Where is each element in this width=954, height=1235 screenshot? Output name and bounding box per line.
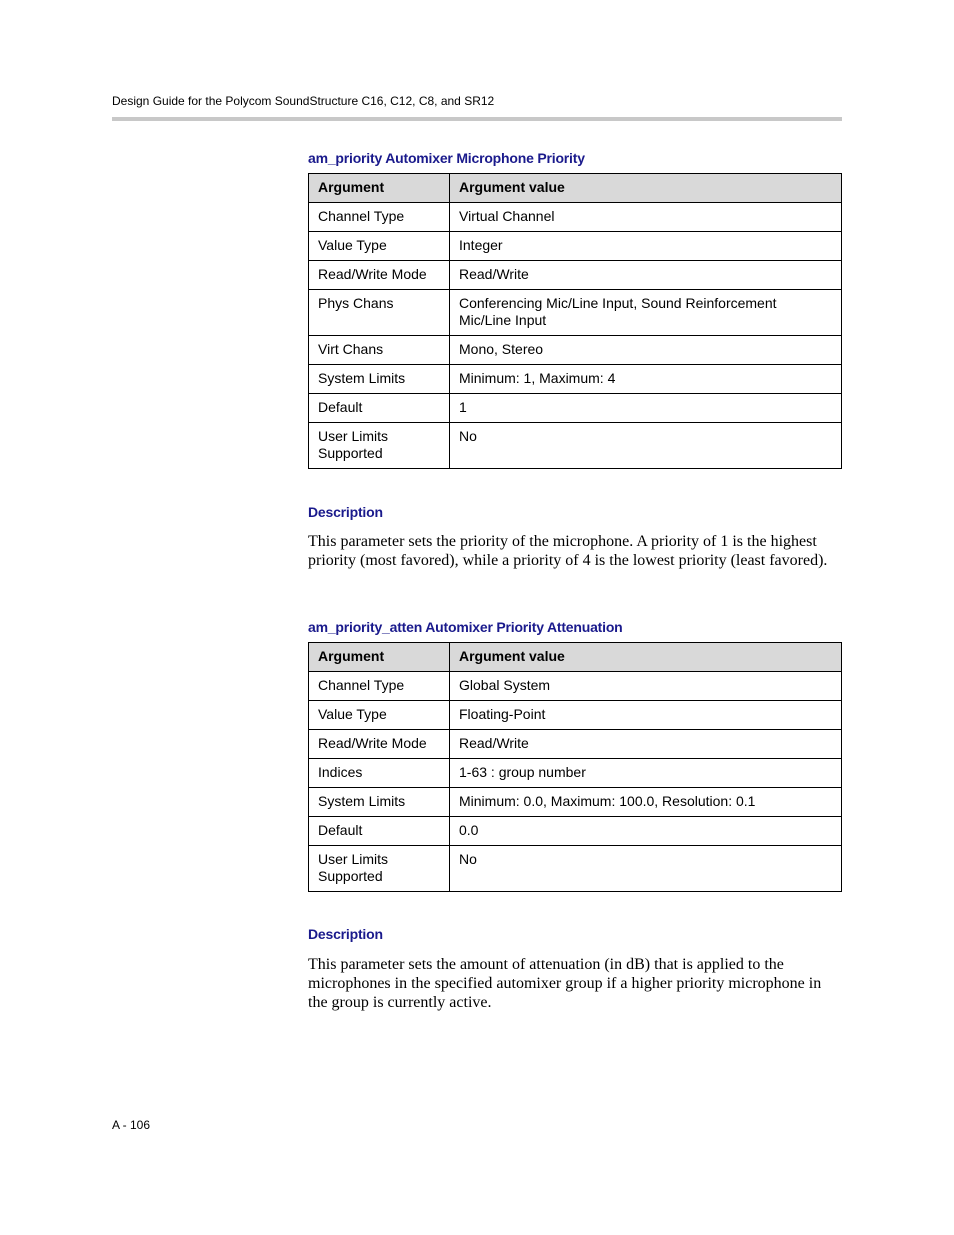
argument-value-cell: No bbox=[450, 846, 842, 892]
column-header-argument-value: Argument value bbox=[450, 643, 842, 672]
column-header-argument: Argument bbox=[309, 174, 450, 203]
argument-value-cell: Read/Write bbox=[450, 730, 842, 759]
argument-cell: Virt Chans bbox=[309, 336, 450, 365]
running-header: Design Guide for the Polycom SoundStructure C16, C12, C8, and SR12 bbox=[112, 94, 495, 108]
table-row bbox=[309, 788, 842, 817]
table-header-row bbox=[309, 174, 842, 203]
argument-cell: Read/Write Mode bbox=[309, 730, 450, 759]
description-heading-am-priority: Description bbox=[308, 504, 383, 520]
page-number: A - 106 bbox=[112, 1118, 151, 1132]
argument-value-cell: 1-63 : group number bbox=[450, 759, 842, 788]
table-am-priority-atten bbox=[308, 642, 842, 892]
table-row bbox=[309, 672, 842, 701]
table-row bbox=[309, 232, 842, 261]
argument-value-cell: Minimum: 0.0, Maximum: 100.0, Resolution: 0.1 bbox=[450, 788, 842, 817]
argument-cell: Channel Type bbox=[309, 203, 450, 232]
argument-value-cell: Read/Write bbox=[450, 261, 842, 290]
argument-value-cell: Global System bbox=[450, 672, 842, 701]
argument-cell: Default bbox=[309, 817, 450, 846]
section-heading-am-priority: am_priority Automixer Microphone Priority bbox=[308, 150, 585, 166]
table-row bbox=[309, 290, 842, 336]
argument-value-cell: No bbox=[450, 423, 842, 469]
table-row bbox=[309, 701, 842, 730]
table-row bbox=[309, 846, 842, 892]
argument-value-cell: Floating-Point bbox=[450, 701, 842, 730]
argument-value-cell: Conferencing Mic/Line Input, Sound Reinforcement Mic/Line Input bbox=[450, 290, 842, 336]
argument-value-cell: 0.0 bbox=[450, 817, 842, 846]
argument-value-cell: Minimum: 1, Maximum: 4 bbox=[450, 365, 842, 394]
description-heading-am-priority-atten: Description bbox=[308, 926, 383, 942]
table-row bbox=[309, 203, 842, 232]
argument-value-cell: Mono, Stereo bbox=[450, 336, 842, 365]
argument-cell: Phys Chans bbox=[309, 290, 450, 336]
section-heading-am-priority-atten: am_priority_atten Automixer Priority Attenuation bbox=[308, 619, 623, 635]
table-body bbox=[309, 672, 842, 892]
header-rule bbox=[112, 117, 842, 121]
description-text-am-priority: This parameter sets the priority of the microphone. A priority of 1 is the highest priority (most favored), while a priority of 4 is the lowest priority (least favored). bbox=[308, 533, 828, 569]
argument-cell: User Limits Supported bbox=[309, 846, 450, 892]
argument-cell: Value Type bbox=[309, 232, 450, 261]
argument-cell: Read/Write Mode bbox=[309, 261, 450, 290]
argument-cell: Value Type bbox=[309, 701, 450, 730]
argument-value-cell: Integer bbox=[450, 232, 842, 261]
column-header-argument: Argument bbox=[309, 643, 450, 672]
table-row bbox=[309, 730, 842, 759]
argument-cell: Channel Type bbox=[309, 672, 450, 701]
argument-value-cell: Virtual Channel bbox=[450, 203, 842, 232]
description-text-am-priority-atten: This parameter sets the amount of attenuation (in dB) that is applied to the microphones in the specified automixer group if a higher priority microphone in the group is currently active. bbox=[308, 956, 822, 1011]
table-row bbox=[309, 394, 842, 423]
column-header-argument-value: Argument value bbox=[450, 174, 842, 203]
table-row bbox=[309, 365, 842, 394]
table-am-priority bbox=[308, 173, 842, 469]
table-body bbox=[309, 203, 842, 469]
argument-cell: System Limits bbox=[309, 788, 450, 817]
argument-cell: Default bbox=[309, 394, 450, 423]
table-row bbox=[309, 261, 842, 290]
argument-cell: Indices bbox=[309, 759, 450, 788]
argument-value-cell: 1 bbox=[450, 394, 842, 423]
table-header-row bbox=[309, 643, 842, 672]
table-row bbox=[309, 759, 842, 788]
argument-cell: System Limits bbox=[309, 365, 450, 394]
argument-cell: User Limits Supported bbox=[309, 423, 450, 469]
table-row bbox=[309, 817, 842, 846]
table-row bbox=[309, 336, 842, 365]
table-row bbox=[309, 423, 842, 469]
